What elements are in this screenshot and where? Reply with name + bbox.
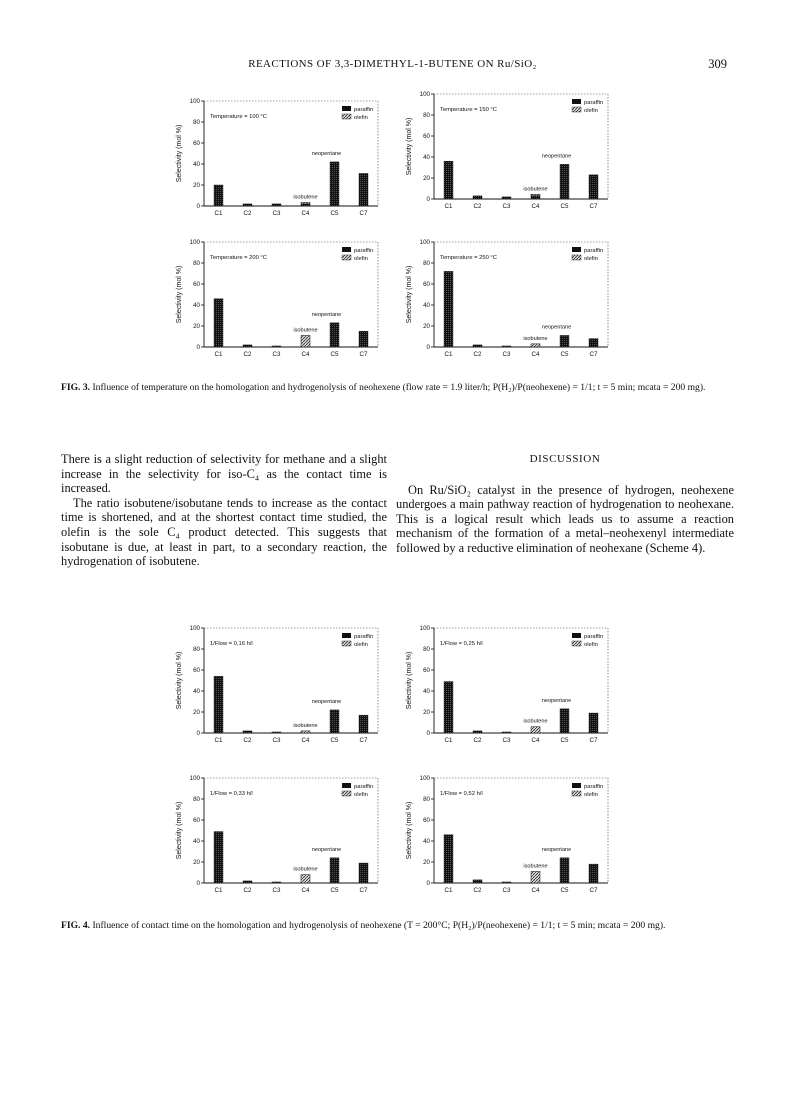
y-tick-label: 40	[423, 302, 430, 310]
y-tick-label: 80	[193, 119, 200, 127]
chart-svg	[402, 622, 612, 747]
bar-paraffin-c3	[502, 882, 511, 883]
x-tick-label: C1	[214, 351, 223, 358]
x-tick-label: C3	[502, 737, 511, 744]
isobutene-label: isobutene	[523, 186, 548, 193]
fig3-caption-text: Influence of temperature on the homologation and hydrogenolysis of neohexene (flow rate = 1.9 liter/h; P(H₂)/P(neohexene) = 1/1; t = 5 min; mcata = 200 mg).	[92, 382, 706, 393]
x-tick-label: C4	[301, 887, 310, 894]
chart-svg	[172, 622, 382, 747]
chart-svg	[402, 88, 612, 213]
bar-paraffin-c4	[531, 196, 540, 199]
bar-paraffin-c1	[444, 835, 453, 883]
bar-paraffin-c2	[243, 731, 252, 733]
legend-olefin-label: olefin	[354, 642, 368, 648]
bar-paraffin-c5	[560, 164, 569, 199]
chart-svg	[172, 95, 382, 220]
fig4-caption-label: FIG. 4.	[61, 920, 91, 931]
x-tick-label: C1	[214, 737, 223, 744]
bar-paraffin-c1	[214, 299, 223, 347]
chart-title: Temperature = 150 °C	[440, 107, 497, 113]
running-title: REACTIONS OF 3,3-DIMETHYL-1-BUTENE ON Ru/SiO₂	[248, 58, 537, 70]
chart-title: 1/Flow = 0,33 h/l	[210, 791, 253, 797]
x-tick-label: C1	[444, 351, 453, 358]
bar-paraffin-c5	[560, 335, 569, 347]
bar-paraffin-c1	[214, 832, 223, 883]
legend-olefin-swatch	[342, 641, 351, 646]
bar-paraffin-c3	[272, 346, 281, 347]
bar-paraffin-c2	[473, 196, 482, 199]
legend-paraffin-swatch	[342, 247, 351, 252]
x-tick-label: C7	[359, 351, 368, 358]
bar-paraffin-c1	[444, 161, 453, 199]
bar-paraffin-c7	[359, 331, 368, 347]
x-tick-label: C5	[330, 887, 339, 894]
legend-paraffin-swatch	[342, 106, 351, 111]
legend-paraffin-swatch	[572, 633, 581, 638]
isobutene-label: isobutene	[523, 335, 548, 342]
y-tick-label: 60	[193, 667, 200, 675]
bar-paraffin-c3	[502, 197, 511, 199]
bar-paraffin-c2	[473, 345, 482, 347]
x-tick-label: C1	[444, 737, 453, 744]
x-tick-label: C1	[444, 887, 453, 894]
x-tick-label: C2	[473, 737, 482, 744]
chart-svg	[172, 772, 382, 897]
fig3-chart-100c	[172, 95, 382, 220]
legend-paraffin-label: paraffin	[354, 784, 374, 790]
legend-paraffin-label: paraffin	[354, 248, 374, 254]
x-tick-label: C3	[272, 887, 281, 894]
bar-paraffin-c2	[243, 345, 252, 347]
y-tick-label: 20	[193, 859, 200, 867]
x-tick-label: C3	[502, 887, 511, 894]
right-column	[396, 452, 734, 556]
x-tick-label: C2	[473, 203, 482, 210]
chart-svg	[402, 772, 612, 897]
bar-paraffin-c7	[589, 864, 598, 883]
x-tick-label: C2	[243, 737, 252, 744]
y-tick-label: 60	[193, 140, 200, 148]
bar-olefin-c4	[531, 727, 540, 733]
chart-title: Temperature = 100 °C	[210, 114, 267, 120]
bar-paraffin-c5	[330, 710, 339, 733]
bar-olefin-c4	[301, 335, 310, 347]
y-tick-label: 0	[196, 344, 200, 352]
y-tick-label: 20	[423, 323, 430, 331]
legend-paraffin-label: paraffin	[354, 634, 374, 640]
x-tick-label: C2	[243, 210, 252, 217]
y-tick-label: 0	[426, 196, 430, 204]
chart-title: Temperature = 250 °C	[440, 255, 497, 261]
y-tick-label: 60	[423, 817, 430, 825]
y-tick-label: 40	[193, 161, 200, 169]
x-tick-label: C5	[560, 351, 569, 358]
y-tick-label: 40	[193, 688, 200, 696]
x-tick-label: C7	[589, 887, 598, 894]
bar-paraffin-c2	[473, 731, 482, 733]
x-tick-label: C4	[301, 737, 310, 744]
x-tick-label: C3	[502, 351, 511, 358]
x-tick-label: C3	[272, 351, 281, 358]
y-tick-label: 20	[423, 859, 430, 867]
neopentane-label: neopentane	[311, 150, 342, 157]
x-tick-label: C2	[473, 887, 482, 894]
isobutene-label: isobutene	[523, 863, 548, 870]
y-tick-label: 20	[423, 175, 430, 183]
y-tick-label: 80	[423, 260, 430, 268]
y-tick-label: 80	[423, 646, 430, 654]
bar-paraffin-c7	[359, 715, 368, 733]
bar-paraffin-c1	[214, 185, 223, 206]
legend-olefin-label: olefin	[354, 792, 368, 798]
y-tick-label: 60	[193, 817, 200, 825]
x-tick-label: C5	[330, 210, 339, 217]
bar-paraffin-c2	[243, 204, 252, 206]
fig3-caption-label: FIG. 3.	[61, 382, 91, 393]
neopentane-label: neopentane	[311, 311, 342, 318]
legend-paraffin-label: paraffin	[584, 784, 604, 790]
left-column	[61, 452, 387, 569]
y-tick-label: 0	[426, 730, 430, 738]
legend-olefin-swatch	[342, 791, 351, 796]
y-tick-label: 80	[423, 796, 430, 804]
legend-olefin-label: olefin	[584, 642, 598, 648]
fig3-chart-200c	[172, 236, 382, 361]
x-tick-label: C3	[502, 203, 511, 210]
y-tick-label: 60	[423, 667, 430, 675]
y-tick-label: 80	[423, 112, 430, 120]
neopentane-label: neopentane	[541, 153, 572, 160]
y-tick-label: 60	[423, 281, 430, 289]
legend-olefin-swatch	[572, 255, 581, 260]
isobutene-label: isobutene	[523, 718, 548, 725]
x-tick-label: C7	[359, 210, 368, 217]
y-axis-label: Selectivity (mol %)	[176, 124, 183, 183]
bar-paraffin-c5	[560, 709, 569, 733]
bar-paraffin-c1	[444, 271, 453, 347]
bar-paraffin-c3	[272, 882, 281, 883]
legend-olefin-swatch	[572, 791, 581, 796]
x-tick-label: C1	[444, 203, 453, 210]
legend-olefin-swatch	[572, 641, 581, 646]
y-axis-label: Selectivity (mol %)	[406, 801, 413, 860]
x-tick-label: C7	[589, 737, 598, 744]
y-axis-label: Selectivity (mol %)	[176, 651, 183, 710]
legend-olefin-swatch	[342, 114, 351, 119]
discussion-heading: DISCUSSION	[529, 453, 601, 465]
bar-paraffin-c5	[330, 162, 339, 206]
y-axis-label: Selectivity (mol %)	[406, 651, 413, 710]
y-axis-label: Selectivity (mol %)	[176, 801, 183, 860]
fig4-chart-flow-016	[172, 622, 382, 747]
y-tick-label: 20	[193, 323, 200, 331]
y-tick-label: 20	[193, 709, 200, 717]
y-axis-label: Selectivity (mol %)	[406, 117, 413, 176]
chart-svg	[172, 236, 382, 361]
legend-olefin-swatch	[342, 255, 351, 260]
x-tick-label: C3	[272, 210, 281, 217]
x-tick-label: C5	[330, 351, 339, 358]
y-tick-label: 100	[189, 98, 200, 106]
y-tick-label: 20	[423, 709, 430, 717]
bar-paraffin-c3	[502, 346, 511, 347]
bar-paraffin-c7	[589, 713, 598, 733]
y-tick-label: 100	[419, 239, 430, 247]
neopentane-label: neopentane	[541, 846, 572, 853]
legend-paraffin-swatch	[342, 633, 351, 638]
x-tick-label: C4	[531, 351, 540, 358]
fig4-chart-flow-033	[172, 772, 382, 897]
bar-olefin-c4	[531, 344, 540, 347]
x-tick-label: C4	[531, 737, 540, 744]
bar-paraffin-c1	[214, 676, 223, 733]
y-tick-label: 0	[196, 730, 200, 738]
x-tick-label: C5	[560, 887, 569, 894]
fig4-chart-flow-025	[402, 622, 612, 747]
right-paragraph-1: On Ru/SiO₂ catalyst in the presence of hydrogen, neohexene undergoes a main pathway reaction of hydrogenation to neohexane. This is a logical result which leads us to assume a reaction mechanism of the formation of a metal–neohexenyl intermediate followed by a reductive elimination of neohexane (Scheme 4).	[396, 482, 734, 555]
chart-title: 1/Flow = 0,16 h/l	[210, 641, 253, 647]
x-tick-label: C4	[531, 887, 540, 894]
legend-paraffin-swatch	[572, 99, 581, 104]
legend-paraffin-label: paraffin	[584, 100, 604, 106]
y-tick-label: 60	[193, 281, 200, 289]
page-header	[0, 58, 785, 78]
neopentane-label: neopentane	[311, 846, 342, 853]
y-tick-label: 100	[189, 239, 200, 247]
y-tick-label: 40	[423, 154, 430, 162]
y-axis-label: Selectivity (mol %)	[406, 265, 413, 324]
chart-svg	[402, 236, 612, 361]
y-tick-label: 100	[419, 775, 430, 783]
x-tick-label: C4	[301, 351, 310, 358]
bar-paraffin-c7	[359, 173, 368, 206]
x-tick-label: C1	[214, 887, 223, 894]
fig3-chart-250c	[402, 236, 612, 361]
x-tick-label: C4	[301, 210, 310, 217]
bar-paraffin-c1	[444, 682, 453, 733]
y-tick-label: 60	[423, 133, 430, 141]
bar-paraffin-c2	[473, 880, 482, 883]
isobutene-label: isobutene	[293, 722, 318, 729]
legend-olefin-label: olefin	[354, 256, 368, 262]
x-tick-label: C5	[560, 737, 569, 744]
page-number: 309	[708, 57, 727, 71]
bar-paraffin-c2	[243, 881, 252, 883]
fig4-chart-flow-052	[402, 772, 612, 897]
x-tick-label: C5	[330, 737, 339, 744]
bar-paraffin-c4	[301, 204, 310, 206]
bar-paraffin-c5	[330, 858, 339, 883]
x-tick-label: C2	[243, 887, 252, 894]
bar-paraffin-c5	[330, 323, 339, 347]
y-tick-label: 40	[423, 688, 430, 696]
x-tick-label: C7	[359, 887, 368, 894]
fig4-caption-text: Influence of contact time on the homologation and hydrogenolysis of neohexene (T = 200°C; P(H₂)/P(neohexene) = 1/1; t = 5 min; mcata = 200 mg).	[92, 920, 666, 931]
y-tick-label: 0	[196, 880, 200, 888]
chart-title: Temperature = 200 °C	[210, 255, 267, 261]
bar-paraffin-c3	[502, 732, 511, 733]
legend-paraffin-swatch	[572, 783, 581, 788]
y-tick-label: 80	[193, 646, 200, 654]
chart-title: 1/Flow = 0,25 h/l	[440, 641, 483, 647]
x-tick-label: C2	[473, 351, 482, 358]
bar-paraffin-c7	[589, 339, 598, 347]
y-tick-label: 0	[196, 203, 200, 211]
x-tick-label: C5	[560, 203, 569, 210]
y-tick-label: 80	[193, 260, 200, 268]
neopentane-label: neopentane	[311, 698, 342, 705]
y-tick-label: 80	[193, 796, 200, 804]
bar-paraffin-c3	[272, 732, 281, 733]
isobutene-label: isobutene	[293, 327, 318, 334]
legend-paraffin-swatch	[342, 783, 351, 788]
x-tick-label: C3	[272, 737, 281, 744]
bar-paraffin-c3	[272, 204, 281, 206]
fig3-chart-150c	[402, 88, 612, 213]
legend-paraffin-label: paraffin	[584, 634, 604, 640]
y-tick-label: 100	[189, 775, 200, 783]
y-tick-label: 100	[419, 625, 430, 633]
bar-olefin-c4	[301, 202, 310, 204]
x-tick-label: C1	[214, 210, 223, 217]
y-tick-label: 0	[426, 880, 430, 888]
bar-paraffin-c7	[589, 175, 598, 199]
fig3-caption	[61, 382, 735, 394]
left-paragraph-2: The ratio isobutene/isobutane tends to increase as the contact time is shortened, and at the shortest contact time studied, the olefin is the sole C₄ product detected. This suggests that isobutane is due, at least in part, to a secondary reaction, the hydrogenation of isobutene.	[61, 495, 387, 569]
legend-paraffin-swatch	[572, 247, 581, 252]
x-tick-label: C7	[589, 351, 598, 358]
bar-paraffin-c7	[359, 863, 368, 883]
legend-paraffin-label: paraffin	[584, 248, 604, 254]
y-tick-label: 100	[419, 91, 430, 99]
y-tick-label: 20	[193, 182, 200, 190]
isobutene-label: isobutene	[293, 866, 318, 873]
legend-paraffin-label: paraffin	[354, 107, 374, 113]
y-tick-label: 40	[193, 302, 200, 310]
y-tick-label: 0	[426, 344, 430, 352]
bar-olefin-c4	[301, 875, 310, 883]
x-tick-label: C7	[589, 203, 598, 210]
isobutene-label: isobutene	[293, 194, 318, 201]
neopentane-label: neopentane	[541, 324, 572, 331]
bar-olefin-c4	[531, 194, 540, 196]
x-tick-label: C4	[531, 203, 540, 210]
x-tick-label: C7	[359, 737, 368, 744]
bar-olefin-c4	[531, 871, 540, 883]
x-tick-label: C2	[243, 351, 252, 358]
y-tick-label: 40	[193, 838, 200, 846]
fig4-caption	[61, 920, 735, 932]
legend-olefin-label: olefin	[354, 115, 368, 121]
left-paragraph-1: There is a slight reduction of selectivity for methane and a slight increase in the selectivity for iso-C₄ as the contact time is increased.	[61, 452, 387, 496]
legend-olefin-swatch	[572, 107, 581, 112]
chart-title: 1/Flow = 0,52 h/l	[440, 791, 483, 797]
neopentane-label: neopentane	[541, 697, 572, 704]
y-tick-label: 40	[423, 838, 430, 846]
legend-olefin-label: olefin	[584, 792, 598, 798]
bar-olefin-c4	[301, 731, 310, 733]
bar-paraffin-c5	[560, 858, 569, 883]
legend-olefin-label: olefin	[584, 108, 598, 114]
legend-olefin-label: olefin	[584, 256, 598, 262]
y-axis-label: Selectivity (mol %)	[176, 265, 183, 324]
y-tick-label: 100	[189, 625, 200, 633]
